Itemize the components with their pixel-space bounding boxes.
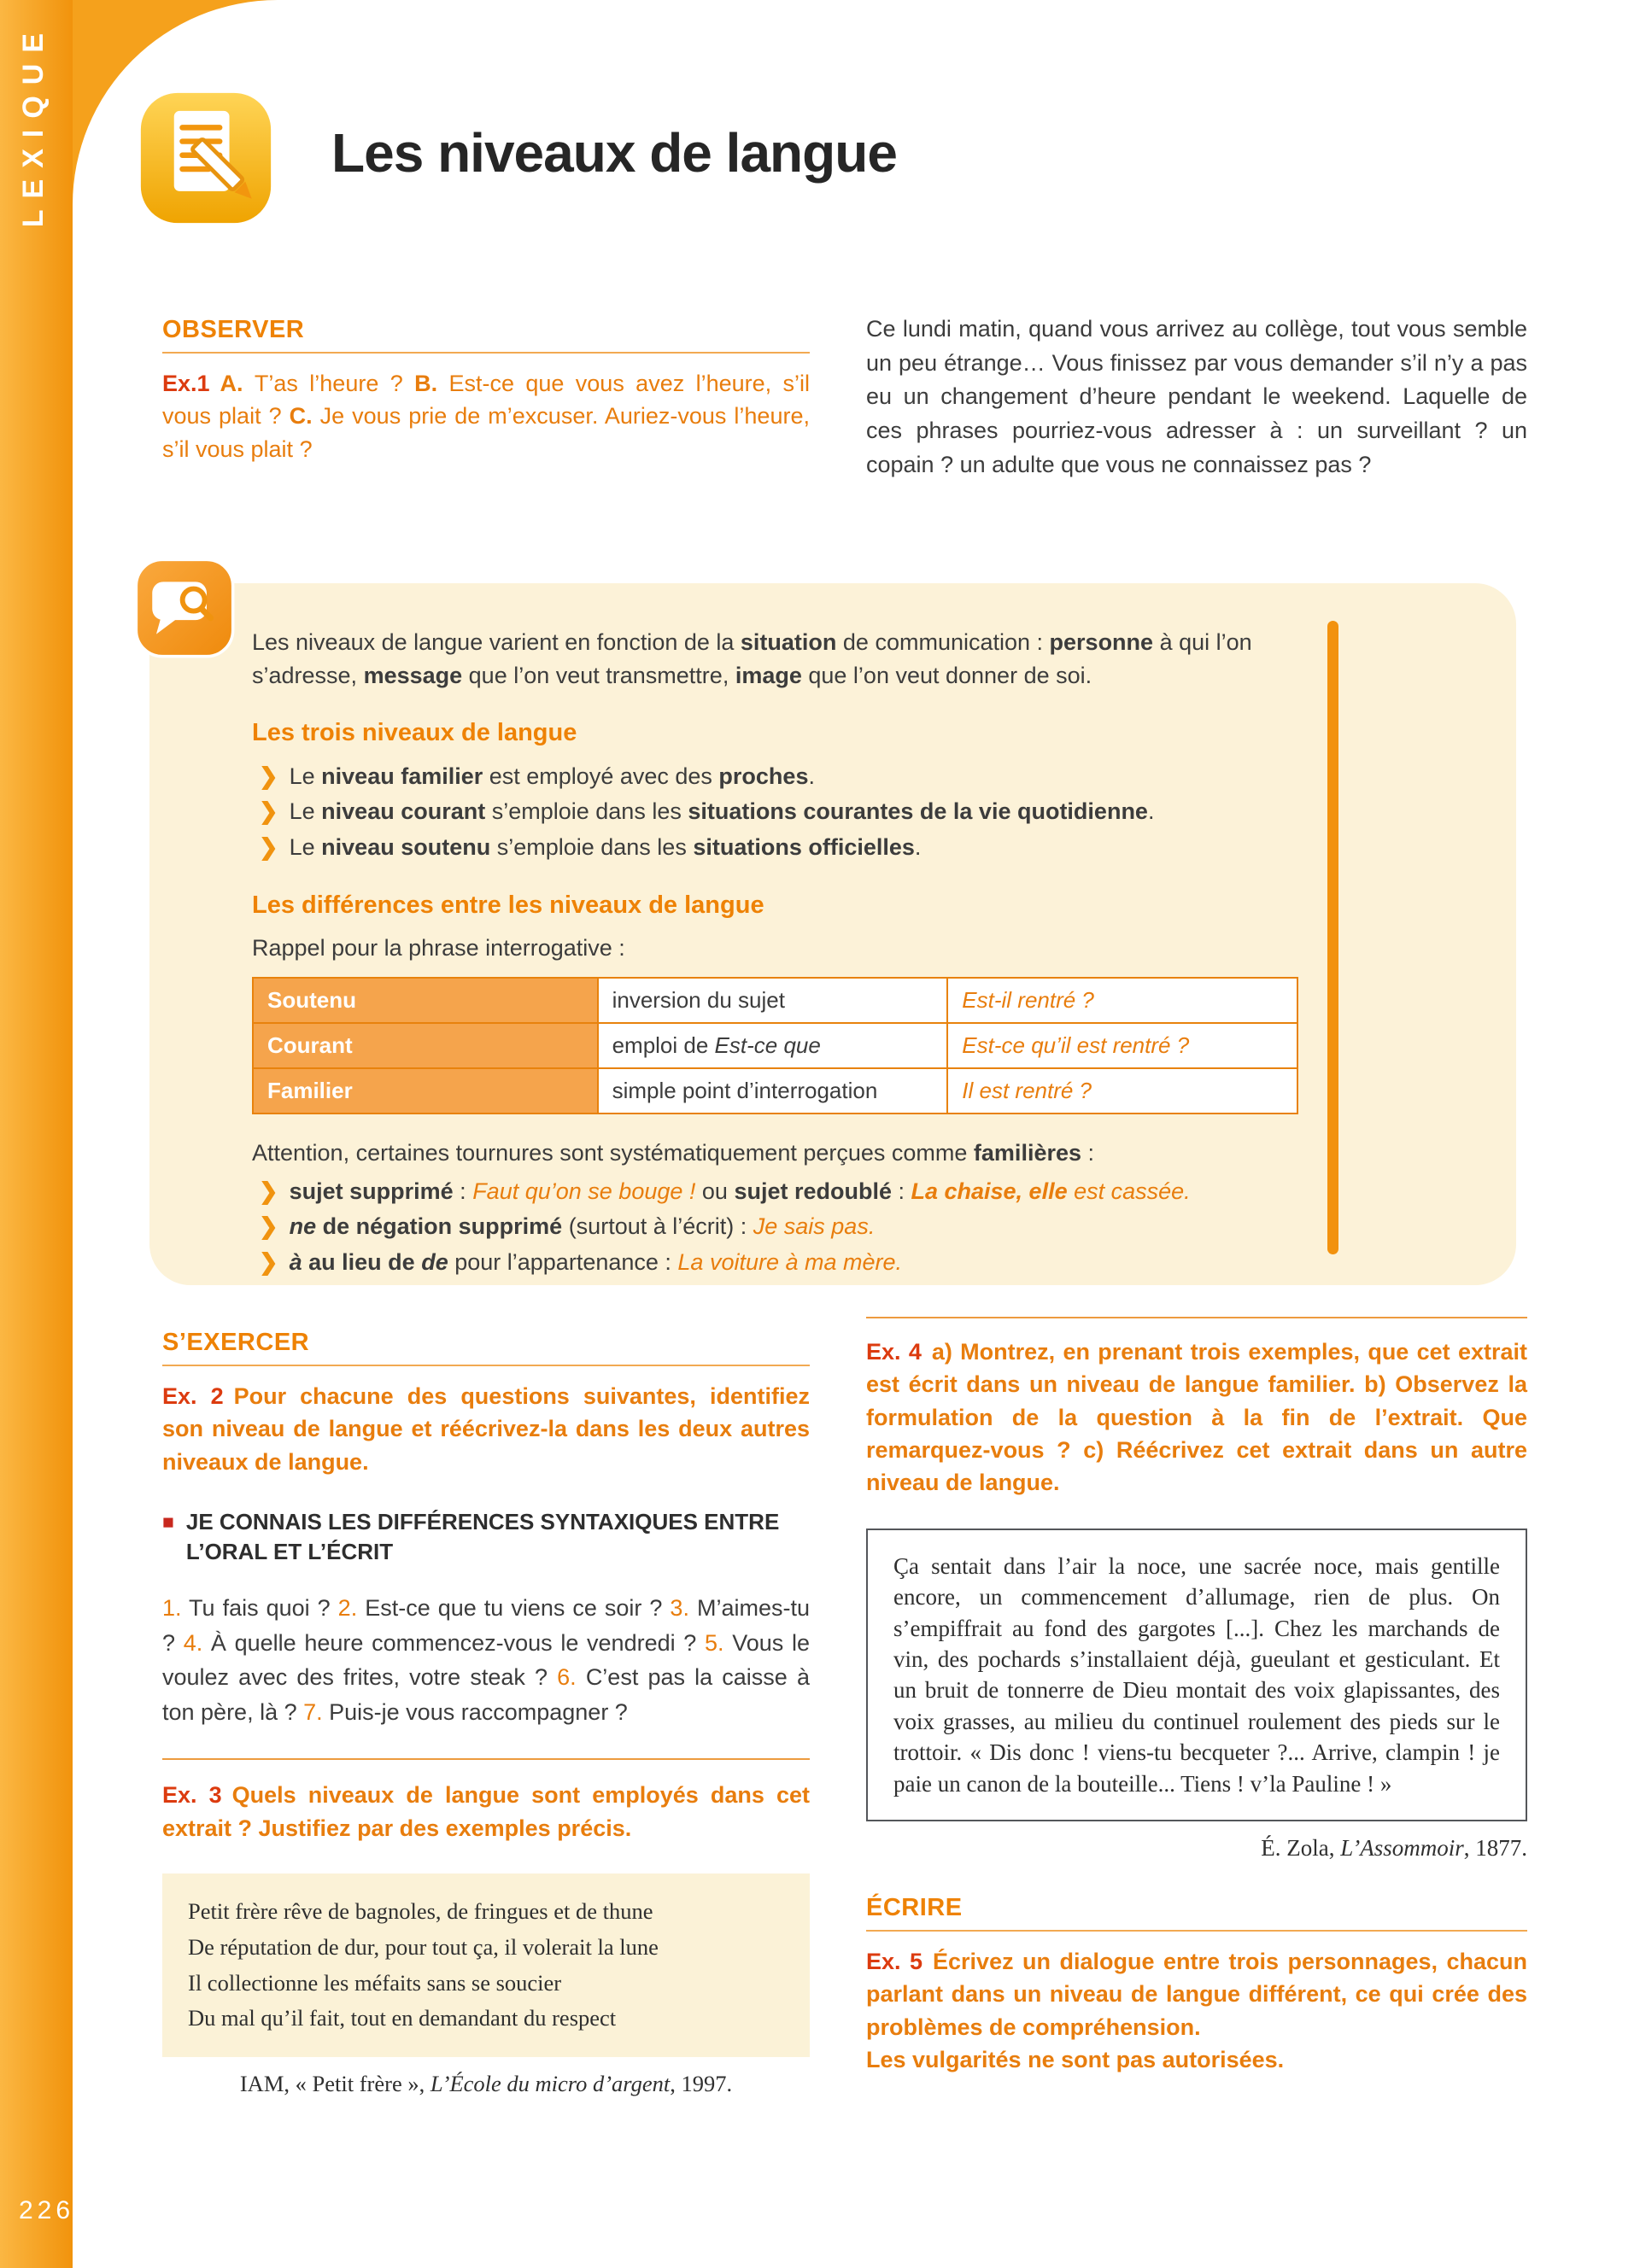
attention-bullet	[252, 1210, 1298, 1243]
chevron-icon: ❯	[259, 763, 278, 789]
chevron-icon: ❯	[259, 1178, 278, 1204]
lesson-bullet-text: Le niveau courant s’emploie dans les situations courantes de la vie quotidienne.	[289, 798, 1155, 825]
right-column	[866, 1317, 1527, 2076]
chevron-icon: ❯	[259, 798, 278, 825]
lesson-heading-1: Les trois niveaux de langue	[252, 719, 577, 747]
objective-text: JE CONNAIS LES DIFFÉRENCES SYNTAXIQUES ENTRE L’ORAL ET L’ÉCRIT	[185, 1508, 780, 1565]
chevron-icon: ❯	[259, 1213, 278, 1240]
exercise-2	[162, 1380, 810, 1478]
attention-bullet-text: ne de négation supprimé (surtout à l’écrit) : Je sais pas.	[289, 1213, 876, 1240]
lesson-accent-bar	[1327, 621, 1338, 1254]
lesson-intro: Les niveaux de langue varient en fonction de la situation de communication : personne à qui l’on s’adresse, message que l’on veut transmettre, image que l’on veut donner de soi.	[252, 629, 1252, 688]
strand-label-lexique: LEXIQUE	[17, 22, 50, 228]
exercise-2-questions: 1. Tu fais quoi ? 2. Est-ce que tu viens ce soir ? 3. M’aimes-tu ? 4. À quelle heure commencez-vous le vendredi ? 5. Vous le voulez avec des frites, votre steak ? 6. C’est pas la caisse à ton père, là ? 7. Puis-je vous raccompagner ?	[162, 1595, 810, 1725]
levels-table	[252, 977, 1298, 1115]
exercise-4-text: a) Montrez, en prenant trois exemples, que cet extrait est écrit dans un niveau de langue familier. b) Observez la formulation de la question à la fin de l’extrait. Que remarquez-vous ? c) Réécrivez cet extrait dans un autre niveau de langue.	[866, 1339, 1528, 1496]
level-cell: Courant	[253, 1023, 598, 1068]
exercise-2-label: Ex. 2	[162, 1383, 224, 1409]
exercise-3	[162, 1779, 810, 1844]
chevron-icon: ❯	[259, 833, 278, 860]
table-row	[253, 1023, 1297, 1068]
objective-banner	[162, 1507, 810, 1567]
zola-credit: É. Zola, L’Assommoir, 1877.	[1261, 1835, 1527, 1862]
poem-line: Il collectionne les méfaits sans se soucier	[188, 1969, 562, 1996]
lesson-bullet	[252, 795, 1298, 828]
lesson-heading-2: Les différences entre les niveaux de langue	[252, 891, 764, 919]
sexercer-section	[162, 1329, 810, 2097]
sexercer-heading: S’EXERCER	[162, 1329, 810, 1366]
exercise-1-text: A. T’as l’heure ? B. Est-ce que vous avez l’heure, s’il vous plait ? C. Je vous prie de m’excuser. Auriez-vous l’heure, s’il vous plait ?	[162, 371, 810, 462]
zola-text: Ça sentait dans l’air la noce, une sacrée noce, mais gentille encore, un commencement d’allumage, rien de plus. On s’empiffrait au fond des gargotes [...]. Chez les marchands de vin, des pochards s’installaient déjà, gueulant et gesticulant. Et un bruit de tonnerre de Dieu montait des voix glapissantes, des voix grasses, au milieu du continuel roulement des pieds sur le trottoir. « Dis donc ! viens-tu becqueter ?... Arrive, clampin ! je paie un canon de la bouteille... Tiens ! v’la Pauline ! »	[893, 1552, 1500, 1797]
rule-cell: simple point d’interrogation	[598, 1068, 948, 1114]
poem-line: Du mal qu’il fait, tout en demandant du respect	[188, 2005, 617, 2031]
level-cell: Familier	[253, 1068, 598, 1114]
attention-bullet-text: sujet supprimé : Faut qu’on se bouge ! ou sujet redoublé : La chaise, elle est cassée.	[289, 1178, 1191, 1204]
attention-text: Attention, certaines tournures sont systématiquement perçues comme familières :	[252, 1140, 1095, 1166]
exercise-divider	[866, 1317, 1527, 1318]
lesson-bullet	[252, 831, 1298, 864]
poem-credit: IAM, « Petit frère », L’École du micro d’argent, 1997.	[239, 2071, 733, 2097]
exercise-3-label: Ex. 3	[162, 1782, 222, 1809]
rule-cell: emploi de Est-ce que	[598, 1023, 948, 1068]
document-pencil-icon	[137, 89, 275, 227]
exercise-4	[866, 1336, 1527, 1499]
poem-line: Petit frère rêve de bagnoles, de fringues et de thune	[188, 1897, 653, 1924]
observer-situation	[866, 313, 1527, 482]
rule-cell: inversion du sujet	[598, 978, 948, 1023]
poem-line: De réputation de dur, pour tout ça, il volerait la lune	[188, 1933, 659, 1960]
exercise-3-text: Quels niveaux de langue sont employés dans cet extrait ? Justifiez par des exemples précis.	[162, 1782, 810, 1841]
ecrire-heading: ÉCRIRE	[866, 1894, 1527, 1932]
exercise-4-label: Ex. 4	[866, 1339, 922, 1365]
attention-bullet	[252, 1175, 1298, 1208]
page-number: 226	[19, 2196, 75, 2224]
chevron-icon: ❯	[259, 1248, 278, 1275]
example-cell: Il est rentré ?	[947, 1068, 1297, 1114]
exercise-2-text: Pour chacune des questions suivantes, identifiez son niveau de langue et réécrivez-la dans les deux autres niveaux de langue.	[162, 1383, 810, 1475]
page-title: Les niveaux de langue	[331, 122, 897, 184]
poem-quote	[162, 1873, 810, 2057]
level-cell: Soutenu	[253, 978, 598, 1023]
exercise-5-text: Écrivez un dialogue entre trois personnages, chacun parlant dans un niveau de langue différent, ce qui crée des problèmes de compréhension. Les vulgarités ne sont pas autorisées.	[866, 1949, 1527, 2073]
bullet-square-icon: ■	[162, 1510, 174, 1533]
exercise-5	[866, 1945, 1527, 2076]
lesson-bullet-text: Le niveau familier est employé avec des proches.	[289, 763, 815, 789]
lesson-bullet	[252, 760, 1298, 793]
lesson-box	[149, 583, 1516, 1285]
table-row	[253, 1068, 1297, 1114]
lesson-bullet-text: Le niveau soutenu s’emploie dans les situations officielles.	[289, 833, 922, 860]
example-cell: Est-ce qu’il est rentré ?	[947, 1023, 1297, 1068]
example-cell: Est-il rentré ?	[947, 978, 1297, 1023]
exercise-1-label: Ex.1	[162, 371, 210, 396]
situation-text: Ce lundi matin, quand vous arrivez au collège, tout vous semble un peu étrange… Vous finissez par vous demander s’il n’y a pas eu un changement d’heure pendant le weekend. Laquelle de ces phrases pourriez-vous adresser à : un surveillant ? un copain ? un adulte que vous ne connaissez pas ?	[866, 316, 1527, 477]
observer-section	[162, 316, 810, 465]
observer-heading: OBSERVER	[162, 316, 810, 354]
speech-bubble-magnifier-icon	[134, 558, 235, 658]
exercise-5-label: Ex. 5	[866, 1949, 923, 1975]
attention-bullet	[252, 1246, 1298, 1279]
exercise-1	[162, 367, 810, 465]
table-row	[253, 978, 1297, 1023]
zola-quote	[866, 1529, 1527, 1822]
exercise-divider	[162, 1758, 810, 1760]
table-caption: Rappel pour la phrase interrogative :	[252, 934, 625, 961]
attention-bullet-text: à au lieu de de pour l’appartenance : La voiture à ma mère.	[289, 1248, 903, 1275]
